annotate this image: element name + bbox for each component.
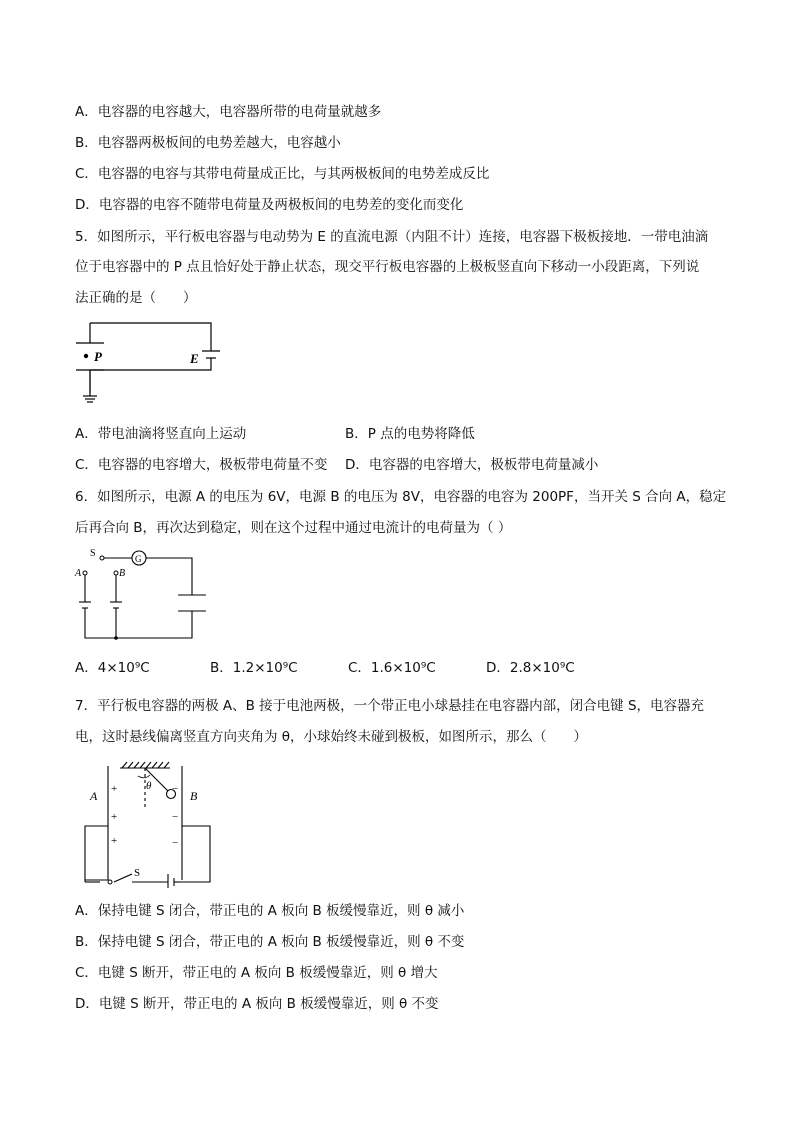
q6-stem-line-1: 6．如图所示，电源 A 的电压为 6V，电源 B 的电压为 8V，电容器的电容为 200PF，当开关 S 合向 A，稳定 xyxy=(75,489,727,505)
q5-circuit-diagram xyxy=(70,318,220,418)
q6-option-b: B．1.2×10⁹C xyxy=(210,660,298,676)
minus-sign: − xyxy=(172,783,179,795)
oil-drop-dot xyxy=(84,354,88,358)
q4-option-d: D．电容器的电容不随带电荷量及两极板间的电势差的变化而变化 xyxy=(75,197,464,213)
q5-stem-line-2: 位于电容器中的 P 点且恰好处于静止状态，现交平行板电容器的上极板竖直向下移动一小段距离，下列说 xyxy=(75,259,700,275)
q6-circuit-diagram xyxy=(70,545,215,645)
q7-option-a: A．保持电键 S 闭合，带正电的 A 板向 B 板缓慢靠近，则 θ 减小 xyxy=(75,903,465,919)
q4-option-c: C．电容器的电容与其带电荷量成正比，与其两极板间的电势差成反比 xyxy=(75,166,490,182)
label-b: B xyxy=(119,568,126,579)
q7-stem-line-1: 7．平行板电容器的两极 A、B 接于电池两极，一个带正电小球悬挂在电容器内部，闭合电键 S，电容器充 xyxy=(75,698,705,714)
q4-option-b: B．电容器两极板间的电势差越大，电容越小 xyxy=(75,135,341,151)
label-a: A xyxy=(75,568,82,579)
label-plate-a: A xyxy=(90,789,98,803)
q6-option-d: D．2.8×10⁹C xyxy=(486,660,575,676)
q7-option-c: C．电键 S 断开，带正电的 A 板向 B 板缓慢靠近，则 θ 增大 xyxy=(75,965,438,981)
plus-sign: + xyxy=(111,835,118,847)
label-theta: θ xyxy=(146,780,152,792)
label-switch-s: S xyxy=(134,867,141,879)
label-e: E xyxy=(190,351,199,366)
q5-option-a: A．带电油滴将竖直向上运动 xyxy=(75,426,247,442)
minus-sign: − xyxy=(172,811,179,823)
q5-stem-line-1: 5．如图所示，平行板电容器与电动势为 E 的直流电源（内阻不计）连接，电容器下极板接地．一带电油滴 xyxy=(75,229,709,245)
q7-option-b: B．保持电键 S 闭合，带正电的 A 板向 B 板缓慢靠近，则 θ 不变 xyxy=(75,934,465,950)
q5-option-c: C．电容器的电容增大，极板带电荷量不变 xyxy=(75,457,328,473)
q6-stem-line-2: 后再合向 B，再次达到稳定，则在这个过程中通过电流计的电荷量为（ ） xyxy=(75,520,512,536)
label-s: S xyxy=(90,548,96,559)
q5-option-d: D．电容器的电容增大，极板带电荷量减小 xyxy=(345,457,599,473)
q6-option-c: C．1.6×10⁹C xyxy=(348,660,436,676)
q4-option-a: A．电容器的电容越大，电容器所带的电荷量就越多 xyxy=(75,104,382,120)
q7-option-d: D．电键 S 断开，带正电的 A 板向 B 板缓慢靠近，则 θ 不变 xyxy=(75,996,439,1012)
plus-sign: + xyxy=(111,783,118,795)
q5-stem-line-3: 法正确的是（ ） xyxy=(75,290,197,306)
plus-sign: + xyxy=(111,811,118,823)
label-p: P xyxy=(94,349,102,364)
q7-stem-line-2: 电，这时悬线偏离竖直方向夹角为 θ，小球始终未碰到极板，如图所示，那么（ ） xyxy=(75,729,588,745)
q7-capacitor-diagram xyxy=(80,758,220,888)
label-g: G xyxy=(135,554,142,564)
q6-option-a: A．4×10⁹C xyxy=(75,660,150,676)
label-plate-b: B xyxy=(190,789,198,803)
q5-option-b: B．P 点的电势将降低 xyxy=(345,426,475,442)
minus-sign: − xyxy=(172,837,179,849)
